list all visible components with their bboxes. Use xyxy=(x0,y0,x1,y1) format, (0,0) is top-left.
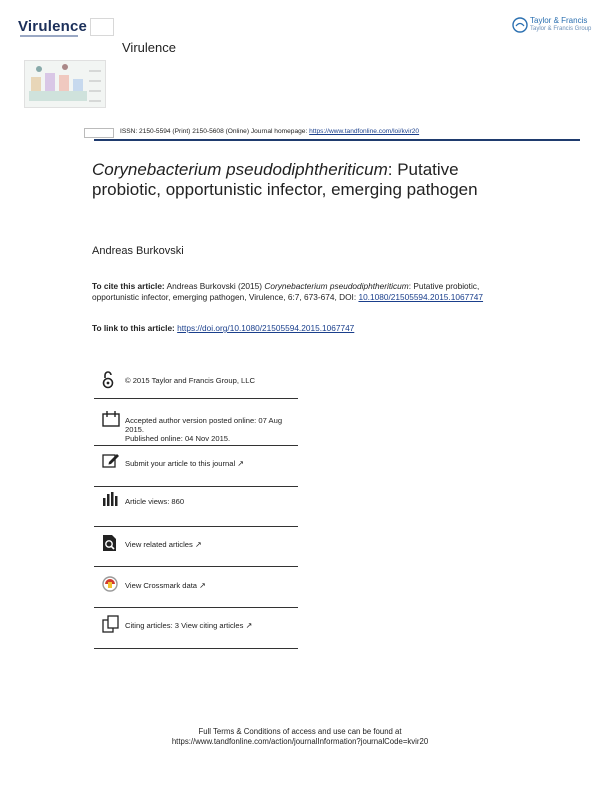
external-link-icon: ↗ xyxy=(194,540,202,549)
edit-icon xyxy=(102,452,120,473)
footer-terms-link[interactable]: https://www.tandfonline.com/action/journalInformation?journalCode=kvir20 xyxy=(171,737,429,746)
journal-cover-image xyxy=(24,60,106,108)
article-views: Article views: 860 xyxy=(125,497,185,506)
row-divider xyxy=(94,607,298,608)
row-divider xyxy=(94,445,298,446)
calendar-icon xyxy=(102,411,120,432)
accepted-date: Accepted author version posted online: 07 Aug 2015. xyxy=(125,416,283,434)
external-link-icon: ↗ xyxy=(199,581,206,590)
citation-doi-link[interactable]: 10.1080/21505594.2015.1067747 xyxy=(358,292,484,302)
footer-line: Full Terms & Conditions of access and use can be found at xyxy=(198,727,402,736)
view-related-articles-link[interactable]: View related articles ↗ xyxy=(125,540,202,549)
row-divider xyxy=(94,486,298,487)
crossmark-icon xyxy=(102,576,118,597)
author-name: Andreas Burkovski xyxy=(92,245,184,257)
row-divider xyxy=(94,526,298,527)
journal-homepage-link[interactable]: https://www.tandfonline.com/loi/kvir20 xyxy=(309,128,420,135)
header-rule xyxy=(94,139,580,141)
footer-terms xyxy=(0,727,600,747)
open-access-icon xyxy=(102,370,114,395)
article-link-line: To link to this article: https://doi.org/10.1080/21505594.2015.1067747 xyxy=(92,323,355,333)
logo-underline xyxy=(20,35,78,37)
row-divider xyxy=(94,566,298,567)
related-articles-icon xyxy=(102,534,118,557)
row-divider xyxy=(94,398,298,399)
article-doi-link[interactable]: https://doi.org/10.1080/21505594.2015.1067747 xyxy=(177,323,355,333)
publisher-logo-icon xyxy=(512,17,528,38)
citing-articles-icon xyxy=(102,615,120,638)
external-link-icon: ↗ xyxy=(245,621,253,630)
publication-dates xyxy=(125,416,300,443)
row-divider xyxy=(94,648,298,649)
view-crossmark-link[interactable]: View Crossmark data ↗ xyxy=(125,581,206,590)
submit-article-link[interactable]: Submit your article to this journal ↗ xyxy=(125,459,244,468)
published-date: Published online: 04 Nov 2015. xyxy=(125,434,231,443)
journal-title: Virulence xyxy=(122,40,176,55)
article-title: Corynebacterium pseudodiphtheriticum: Putative probiotic, opportunistic infector, emerging pathogen xyxy=(92,160,478,199)
citation-block: To cite this article: Andreas Burkovski (2015) Corynebacterium pseudodiphtheriticum: Putative probiotic, opportunistic infector, emerging pathogen, Virulence, 6:7, 673-674, DOI: 10.1080/21505594.2015.1067747 xyxy=(92,281,484,302)
citing-articles-link[interactable]: Citing articles: 3 View citing articles ↗ xyxy=(125,621,253,630)
external-link-icon: ↗ xyxy=(237,459,244,468)
small-publisher-logo xyxy=(84,128,114,138)
logo-badge xyxy=(90,18,114,36)
journal-logo-wordmark: Virulence xyxy=(18,18,88,35)
issn-line: ISSN: 2150-5594 (Print) 2150-5608 (Online) Journal homepage: https://www.tandfonline.com/loi/kvir20 xyxy=(120,128,420,135)
publisher-name: Taylor & Francis Taylor & Francis Group xyxy=(530,16,592,32)
bar-chart-icon xyxy=(102,492,120,511)
copyright-text: © 2015 Taylor and Francis Group, LLC xyxy=(125,376,255,385)
